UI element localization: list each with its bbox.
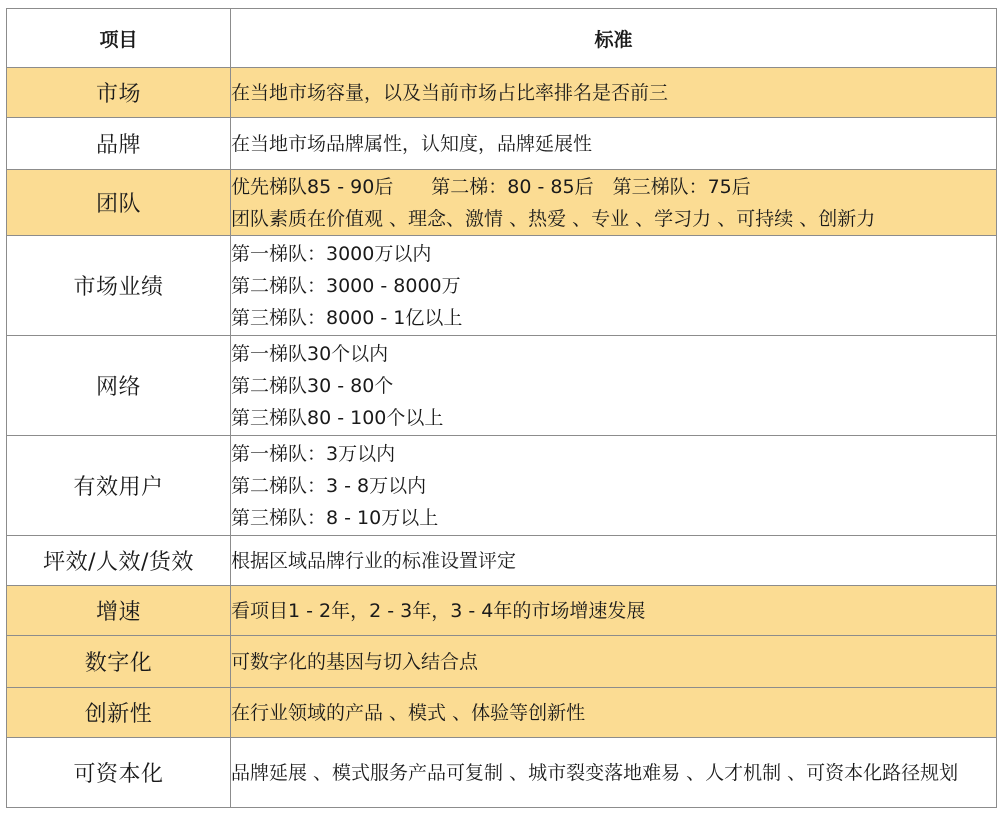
row-item-label: 品牌 — [7, 118, 231, 170]
standard-line: 看项目1 - 2年，2 - 3年，3 - 4年的市场增速发展 — [231, 599, 646, 622]
standard-line: 第二梯队：3 - 8万以内 — [231, 474, 427, 497]
standards-table — [6, 8, 997, 808]
row-item-label: 数字化 — [7, 636, 231, 688]
row-standard-cell — [231, 436, 997, 536]
row-standard-cell — [231, 688, 997, 738]
standard-line: 在当地市场品牌属性，认知度，品牌延展性 — [231, 132, 593, 155]
row-standard-cell — [231, 118, 997, 170]
row-item-label: 增速 — [7, 586, 231, 636]
table-row — [7, 738, 997, 808]
standard-line: 第三梯队：8000 - 1亿以上 — [231, 306, 463, 329]
row-standard-cell — [231, 236, 997, 336]
table-row — [7, 636, 997, 688]
standard-line: 第二梯队：3000 - 8000万 — [231, 274, 461, 297]
row-standard-cell — [231, 738, 997, 808]
row-standard-cell — [231, 636, 997, 688]
standard-line: 第三梯队80 - 100个以上 — [231, 406, 444, 429]
table-row — [7, 68, 997, 118]
row-standard-cell — [231, 536, 997, 586]
standard-line: 可数字化的基因与切入结合点 — [231, 650, 479, 673]
table-row — [7, 236, 997, 336]
standard-line: 第三梯队：8 - 10万以上 — [231, 506, 439, 529]
standard-line: 在当地市场容量，以及当前市场占比率排名是否前三 — [231, 81, 669, 104]
row-standard-cell — [231, 68, 997, 118]
table-row — [7, 436, 997, 536]
row-item-label: 有效用户 — [7, 436, 231, 536]
standard-line: 第一梯队：3万以内 — [231, 442, 396, 465]
table-header-row — [7, 9, 997, 68]
standard-line: 优先梯队85 - 90后 第二梯：80 - 85后 第三梯队：75后 — [231, 175, 751, 198]
row-standard-cell — [231, 170, 997, 236]
header-item: 项目 — [7, 9, 231, 68]
standard-line: 第一梯队30个以内 — [231, 342, 389, 365]
table-row — [7, 536, 997, 586]
table-row — [7, 336, 997, 436]
row-standard-cell — [231, 336, 997, 436]
standard-line: 品牌延展 、模式服务产品可复制 、城市裂变落地难易 、人才机制 、可资本化路径规划 — [231, 761, 959, 784]
standard-line: 团队素质在价值观 、理念、激情 、热爱 、专业 、学习力 、可持续 、创新力 — [231, 207, 876, 230]
table-row — [7, 170, 997, 236]
standard-line: 第二梯队30 - 80个 — [231, 374, 394, 397]
row-item-label: 市场 — [7, 68, 231, 118]
standard-line: 根据区域品牌行业的标准设置评定 — [231, 549, 517, 572]
table-row — [7, 586, 997, 636]
row-item-label: 创新性 — [7, 688, 231, 738]
row-item-label: 团队 — [7, 170, 231, 236]
row-item-label: 坪效/人效/货效 — [7, 536, 231, 586]
row-item-label: 可资本化 — [7, 738, 231, 808]
header-standard: 标准 — [231, 9, 997, 68]
standard-line: 在行业领域的产品 、模式 、体验等创新性 — [231, 701, 586, 724]
row-item-label: 网络 — [7, 336, 231, 436]
row-item-label: 市场业绩 — [7, 236, 231, 336]
standard-line: 第一梯队：3000万以内 — [231, 242, 432, 265]
row-standard-cell — [231, 586, 997, 636]
table-row — [7, 118, 997, 170]
table-row — [7, 688, 997, 738]
